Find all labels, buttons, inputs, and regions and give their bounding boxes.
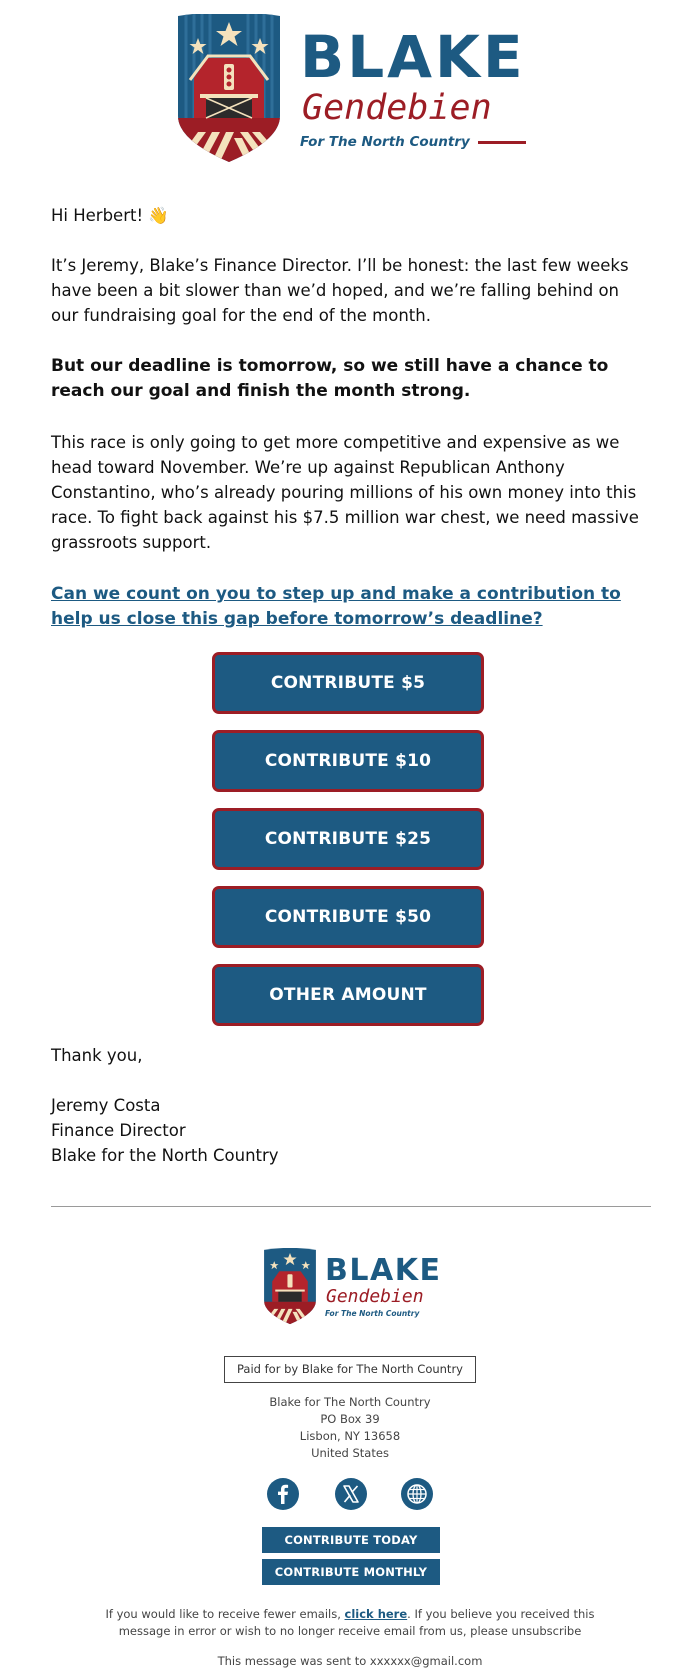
contribute-10-button[interactable]: CONTRIBUTE $10 [212,730,484,792]
logo-name-top: BLAKE [300,23,526,91]
footer-logo-tagline: For The North Country [325,1309,420,1318]
signature-block [51,1093,651,1168]
logo-wordmark [300,23,526,150]
paid-for-disclaimer: Paid for by Blake for The North Country [224,1356,476,1383]
footer-logo-name-top: BLAKE [325,1253,442,1288]
globe-icon[interactable] [401,1478,433,1510]
paragraph-intro: It’s Jeremy, Blake’s Finance Director. I’ll be honest: the last few weeks have been a bit slower than we’d hoped, and we’re falling behind on our fundraising goal for the end of the month. [51,256,629,325]
signature-name: Jeremy Costa [51,1096,161,1115]
barn-shield-icon [259,1248,321,1326]
contribute-25-button[interactable]: CONTRIBUTE $25 [212,808,484,870]
unsubscribe-notice [80,1606,620,1640]
footer-divider [51,1206,651,1207]
contribution-link-text[interactable]: Can we count on you to step up and make a contribution to help us close this gap before tomorrow’s deadline? [51,584,621,629]
other-amount-button[interactable]: OTHER AMOUNT [212,964,484,1026]
fewer-emails-link[interactable]: click here [344,1607,408,1621]
logo-tagline: For The North Country [300,134,470,150]
campaign-logo[interactable] [168,14,536,172]
address-line: Blake for The North Country [269,1395,431,1409]
barn-shield-icon [168,14,290,164]
signature-title: Finance Director [51,1121,186,1140]
address-line: Lisbon, NY 13658 [299,1429,401,1443]
facebook-icon[interactable] [267,1478,299,1510]
closing: Thank you, [51,1046,143,1065]
paragraph-race: This race is only going to get more competitive and expensive as we head toward November. We’re up against Republican Anthony Constantino, who’s already pouring millions of his own money into this race. To fight back against his $7.5 million war chest, we need massive grassroots support. [51,433,639,552]
footer-logo[interactable] [259,1248,449,1330]
unsubscribe-text-before: If you would like to receive fewer emails, [105,1607,345,1621]
donation-button-group [212,652,490,1042]
contribute-50-button[interactable]: CONTRIBUTE $50 [212,886,484,948]
mailing-address [200,1394,500,1462]
contribute-5-button[interactable]: CONTRIBUTE $5 [212,652,484,714]
contribute-today-button[interactable]: CONTRIBUTE TODAY [262,1527,440,1553]
x-icon[interactable] [335,1478,367,1510]
contribute-monthly-button[interactable]: CONTRIBUTE MONTHLY [262,1559,440,1585]
unsubscribe-text-after: . If you believe you received this message in error or wish to no longer receive email from us, please unsubscribe [118,1607,595,1638]
logo-name-bottom: Gendebien [302,88,492,128]
address-line: United States [311,1446,389,1460]
address-line: PO Box 39 [320,1412,380,1426]
greeting: Hi Herbert! 👋 [51,206,169,225]
logo-divider [478,141,526,144]
paragraph-deadline: But our deadline is tomorrow, so we still have a chance to reach our goal and finish the month strong. [51,356,609,401]
sent-to-notice: This message was sent to xxxxxx@gmail.com [217,1654,483,1668]
signature-org: Blake for the North Country [51,1146,279,1165]
footer-wordmark [325,1253,442,1318]
contribution-link[interactable] [51,582,651,632]
footer-logo-name-bottom: Gendebien [326,1286,424,1307]
